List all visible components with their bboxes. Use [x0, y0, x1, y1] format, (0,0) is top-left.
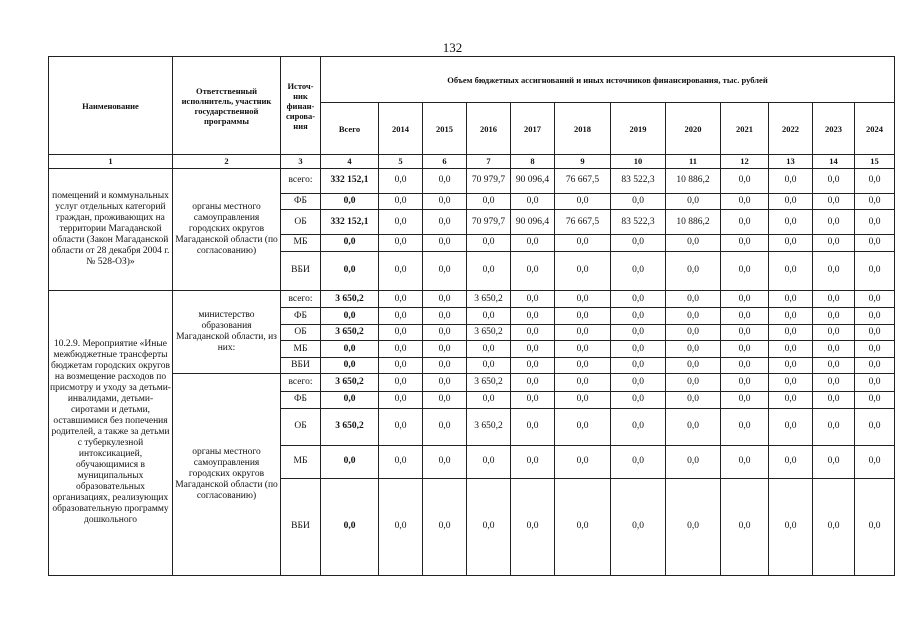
year-value: 0,0	[555, 392, 611, 409]
year-value: 10 886,2	[666, 210, 721, 235]
funding-source: ВБИ	[281, 251, 321, 290]
column-number: 1	[49, 155, 173, 169]
year-value: 0,0	[855, 324, 895, 341]
year-value: 0,0	[555, 445, 611, 478]
column-number: 11	[666, 155, 721, 169]
year-value: 0,0	[666, 251, 721, 290]
year-value: 0,0	[855, 341, 895, 358]
year-value: 0,0	[666, 357, 721, 374]
total-value: 332 152,1	[321, 210, 379, 235]
year-value: 0,0	[467, 308, 511, 325]
funding-source: ОБ	[281, 210, 321, 235]
year-value: 0,0	[555, 374, 611, 392]
year-value: 0,0	[813, 478, 855, 575]
year-value: 0,0	[769, 251, 813, 290]
year-value: 0,0	[813, 374, 855, 392]
funding-source: МБ	[281, 341, 321, 358]
year-value: 0,0	[721, 193, 769, 210]
year-value: 0,0	[769, 392, 813, 409]
year-value: 0,0	[666, 341, 721, 358]
year-value: 0,0	[611, 308, 666, 325]
year-value: 0,0	[721, 374, 769, 392]
year-value: 0,0	[769, 169, 813, 194]
year-value: 0,0	[855, 251, 895, 290]
funding-source: ФБ	[281, 392, 321, 409]
year-value: 0,0	[666, 193, 721, 210]
year-value: 0,0	[666, 308, 721, 325]
year-value: 0,0	[511, 290, 555, 308]
year-value: 0,0	[769, 308, 813, 325]
funding-source: всего:	[281, 290, 321, 308]
year-value: 0,0	[555, 324, 611, 341]
year-value: 0,0	[855, 392, 895, 409]
year-value: 0,0	[721, 445, 769, 478]
year-value: 0,0	[666, 445, 721, 478]
year-value: 0,0	[813, 308, 855, 325]
year-value: 0,0	[555, 357, 611, 374]
budget-table	[48, 56, 895, 576]
year-value: 3 650,2	[467, 374, 511, 392]
year-value: 0,0	[769, 374, 813, 392]
year-value: 0,0	[423, 478, 467, 575]
year-value: 0,0	[611, 408, 666, 445]
year-value: 0,0	[423, 235, 467, 252]
header-year: 2014	[379, 103, 423, 155]
header-year: 2016	[467, 103, 511, 155]
header-total: Всего	[321, 103, 379, 155]
year-value: 0,0	[769, 357, 813, 374]
funding-source: МБ	[281, 235, 321, 252]
year-value: 0,0	[555, 251, 611, 290]
year-value: 0,0	[379, 408, 423, 445]
total-value: 0,0	[321, 445, 379, 478]
year-value: 0,0	[511, 324, 555, 341]
year-value: 0,0	[721, 357, 769, 374]
year-value: 0,0	[467, 445, 511, 478]
page-number: 132	[442, 40, 463, 55]
year-value: 0,0	[666, 408, 721, 445]
header-year: 2017	[511, 103, 555, 155]
year-value: 0,0	[769, 210, 813, 235]
year-value: 0,0	[379, 445, 423, 478]
year-value: 0,0	[611, 324, 666, 341]
year-value: 0,0	[813, 392, 855, 409]
year-value: 0,0	[379, 169, 423, 194]
column-number: 2	[173, 155, 281, 169]
header-year: 2022	[769, 103, 813, 155]
year-value: 0,0	[813, 251, 855, 290]
column-number: 4	[321, 155, 379, 169]
year-value: 0,0	[467, 251, 511, 290]
year-value: 0,0	[379, 193, 423, 210]
executor-name: органы местного самоуправления городских округов Магаданской области (по согласованию)	[173, 169, 281, 291]
year-value: 0,0	[467, 341, 511, 358]
year-value: 0,0	[511, 408, 555, 445]
year-value: 0,0	[423, 324, 467, 341]
total-value: 0,0	[321, 392, 379, 409]
year-value: 0,0	[555, 341, 611, 358]
year-value: 0,0	[611, 235, 666, 252]
column-number: 5	[379, 155, 423, 169]
year-value: 0,0	[467, 235, 511, 252]
total-value: 0,0	[321, 341, 379, 358]
year-value: 0,0	[423, 445, 467, 478]
measure-name: 10.2.9. Мероприятие «Иные межбюджетные трансферты бюджетам городских округов на возмещение расходов по присмотру и уходу за детьми-инвалидами, детьми-сиротами и детьми, оставшимися без попечения родителей, а также за детьми с туберкулезной интоксикацией, обучающимися в муниципальных образовательных организациях, реализующих образовательную программу дошкольного	[49, 290, 173, 575]
year-value: 0,0	[813, 210, 855, 235]
year-value: 0,0	[666, 324, 721, 341]
year-value: 0,0	[555, 235, 611, 252]
year-value: 0,0	[813, 445, 855, 478]
year-value: 0,0	[611, 341, 666, 358]
year-value: 0,0	[666, 374, 721, 392]
header-year: 2023	[813, 103, 855, 155]
column-number: 3	[281, 155, 321, 169]
year-value: 0,0	[813, 193, 855, 210]
year-value: 0,0	[813, 357, 855, 374]
column-number: 15	[855, 155, 895, 169]
year-value: 0,0	[379, 210, 423, 235]
year-value: 0,0	[855, 478, 895, 575]
column-number: 14	[813, 155, 855, 169]
funding-source: ВБИ	[281, 357, 321, 374]
year-value: 70 979,7	[467, 210, 511, 235]
year-value: 0,0	[721, 392, 769, 409]
year-value: 0,0	[511, 341, 555, 358]
total-value: 0,0	[321, 251, 379, 290]
year-value: 0,0	[423, 374, 467, 392]
year-value: 0,0	[721, 290, 769, 308]
year-value: 0,0	[511, 251, 555, 290]
year-value: 0,0	[511, 357, 555, 374]
year-value: 0,0	[666, 235, 721, 252]
year-value: 0,0	[611, 445, 666, 478]
funding-source: ОБ	[281, 324, 321, 341]
total-value: 0,0	[321, 478, 379, 575]
year-value: 0,0	[511, 193, 555, 210]
year-value: 0,0	[813, 235, 855, 252]
funding-source: всего:	[281, 374, 321, 392]
total-value: 0,0	[321, 357, 379, 374]
year-value: 0,0	[769, 341, 813, 358]
year-value: 0,0	[611, 478, 666, 575]
column-number: 10	[611, 155, 666, 169]
year-value: 0,0	[855, 308, 895, 325]
year-value: 3 650,2	[467, 408, 511, 445]
funding-source: МБ	[281, 445, 321, 478]
table-body	[49, 169, 895, 576]
year-value: 0,0	[423, 392, 467, 409]
year-value: 0,0	[423, 341, 467, 358]
year-value: 0,0	[423, 210, 467, 235]
year-value: 0,0	[379, 235, 423, 252]
year-value: 0,0	[721, 251, 769, 290]
year-value: 0,0	[813, 290, 855, 308]
year-value: 0,0	[423, 290, 467, 308]
year-value: 0,0	[423, 408, 467, 445]
header-year: 2024	[855, 103, 895, 155]
header-year: 2021	[721, 103, 769, 155]
year-value: 0,0	[379, 374, 423, 392]
executor-name: органы местного самоуправления городских округов Магаданской области (по согласованию)	[173, 374, 281, 576]
year-value: 0,0	[769, 408, 813, 445]
year-value: 0,0	[379, 308, 423, 325]
year-value: 0,0	[423, 308, 467, 325]
total-value: 0,0	[321, 193, 379, 210]
year-value: 0,0	[423, 169, 467, 194]
column-number: 6	[423, 155, 467, 169]
funding-source: всего:	[281, 169, 321, 194]
year-value: 0,0	[555, 408, 611, 445]
funding-source: ОБ	[281, 408, 321, 445]
year-value: 0,0	[855, 210, 895, 235]
year-value: 0,0	[813, 169, 855, 194]
year-value: 0,0	[666, 392, 721, 409]
year-value: 0,0	[379, 357, 423, 374]
year-value: 0,0	[721, 210, 769, 235]
year-value: 0,0	[467, 392, 511, 409]
funding-source: ФБ	[281, 308, 321, 325]
year-value: 0,0	[855, 408, 895, 445]
year-value: 0,0	[555, 290, 611, 308]
executor-name: министерство образования Магаданской области, из них:	[173, 290, 281, 374]
year-value: 0,0	[379, 392, 423, 409]
column-number: 7	[467, 155, 511, 169]
year-value: 76 667,5	[555, 169, 611, 194]
year-value: 0,0	[721, 478, 769, 575]
year-value: 0,0	[721, 324, 769, 341]
year-value: 0,0	[611, 392, 666, 409]
table-row	[49, 290, 895, 308]
year-value: 0,0	[813, 324, 855, 341]
column-number-row	[49, 155, 895, 169]
year-value: 0,0	[555, 478, 611, 575]
year-value: 0,0	[721, 308, 769, 325]
year-value: 0,0	[467, 357, 511, 374]
year-value: 0,0	[379, 290, 423, 308]
funding-source: ФБ	[281, 193, 321, 210]
year-value: 0,0	[855, 374, 895, 392]
header-year: 2018	[555, 103, 611, 155]
year-value: 0,0	[423, 357, 467, 374]
year-value: 3 650,2	[467, 290, 511, 308]
total-value: 332 152,1	[321, 169, 379, 194]
header-volume: Объем бюджетных ассигнований и иных источников финансирования, тыс. рублей	[321, 57, 895, 103]
column-number: 8	[511, 155, 555, 169]
year-value: 0,0	[721, 235, 769, 252]
year-value: 0,0	[511, 235, 555, 252]
year-value: 0,0	[555, 308, 611, 325]
total-value: 0,0	[321, 308, 379, 325]
year-value: 0,0	[769, 290, 813, 308]
column-number: 9	[555, 155, 611, 169]
header-year: 2015	[423, 103, 467, 155]
column-number: 12	[721, 155, 769, 169]
year-value: 0,0	[611, 290, 666, 308]
year-value: 0,0	[769, 324, 813, 341]
header-year: 2019	[611, 103, 666, 155]
year-value: 0,0	[511, 392, 555, 409]
year-value: 0,0	[467, 478, 511, 575]
year-value: 0,0	[423, 251, 467, 290]
year-value: 0,0	[855, 290, 895, 308]
year-value: 0,0	[611, 193, 666, 210]
year-value: 0,0	[467, 193, 511, 210]
table-row	[49, 169, 895, 194]
total-value: 3 650,2	[321, 408, 379, 445]
year-value: 0,0	[379, 341, 423, 358]
year-value: 0,0	[423, 193, 467, 210]
year-value: 0,0	[813, 408, 855, 445]
year-value: 0,0	[769, 478, 813, 575]
year-value: 0,0	[611, 357, 666, 374]
header-name: Наименование	[49, 57, 173, 155]
total-value: 3 650,2	[321, 374, 379, 392]
header-source: Источ-ник финан-сирова-ния	[281, 57, 321, 155]
year-value: 0,0	[379, 251, 423, 290]
measure-name: помещений и коммунальных услуг отдельных категорий граждан, проживающих на территории Магаданской области (Закон Магаданской области от 28 декабря 2004 г. № 528-ОЗ)»	[49, 169, 173, 291]
year-value: 90 096,4	[511, 169, 555, 194]
header-executor: Ответственный исполнитель, участник государственной программы	[173, 57, 281, 155]
year-value: 83 522,3	[611, 169, 666, 194]
year-value: 0,0	[511, 478, 555, 575]
year-value: 0,0	[813, 341, 855, 358]
year-value: 70 979,7	[467, 169, 511, 194]
year-value: 76 667,5	[555, 210, 611, 235]
year-value: 0,0	[855, 169, 895, 194]
year-value: 0,0	[855, 235, 895, 252]
year-value: 0,0	[555, 193, 611, 210]
total-value: 3 650,2	[321, 290, 379, 308]
table-row	[49, 374, 895, 392]
year-value: 0,0	[379, 324, 423, 341]
year-value: 0,0	[769, 235, 813, 252]
year-value: 0,0	[769, 445, 813, 478]
year-value: 0,0	[611, 374, 666, 392]
header-year: 2020	[666, 103, 721, 155]
year-value: 0,0	[666, 290, 721, 308]
total-value: 3 650,2	[321, 324, 379, 341]
year-value: 0,0	[511, 374, 555, 392]
total-value: 0,0	[321, 235, 379, 252]
year-value: 0,0	[855, 357, 895, 374]
year-value: 0,0	[769, 193, 813, 210]
year-value: 83 522,3	[611, 210, 666, 235]
year-value: 0,0	[855, 445, 895, 478]
year-value: 0,0	[721, 169, 769, 194]
year-value: 90 096,4	[511, 210, 555, 235]
year-value: 10 886,2	[666, 169, 721, 194]
year-value: 0,0	[721, 341, 769, 358]
year-value: 0,0	[855, 193, 895, 210]
column-number: 13	[769, 155, 813, 169]
year-value: 0,0	[666, 478, 721, 575]
year-value: 0,0	[511, 445, 555, 478]
year-value: 3 650,2	[467, 324, 511, 341]
year-value: 0,0	[511, 308, 555, 325]
year-value: 0,0	[611, 251, 666, 290]
year-value: 0,0	[379, 478, 423, 575]
year-value: 0,0	[721, 408, 769, 445]
funding-source: ВБИ	[281, 478, 321, 575]
